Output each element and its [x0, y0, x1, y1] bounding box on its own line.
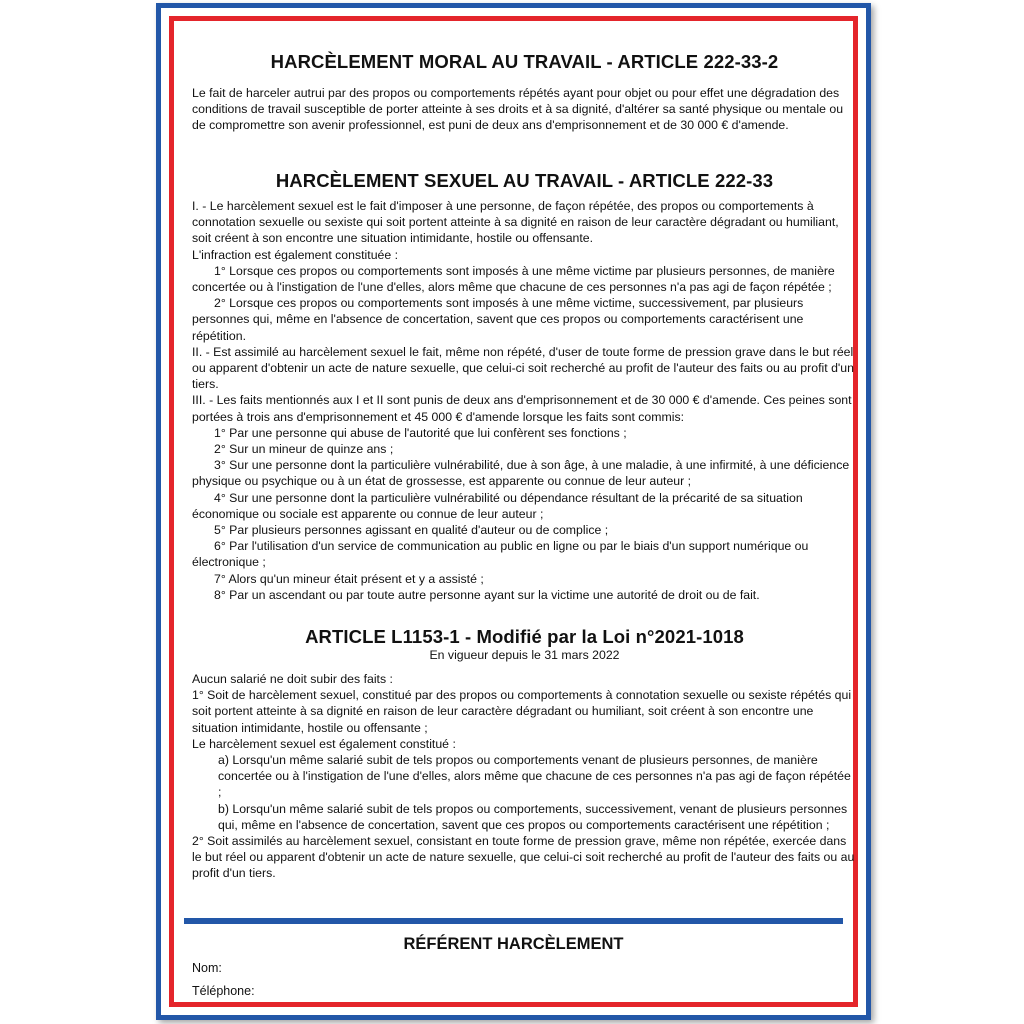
list-item: 1° Par une personne qui abuse de l'autorité que lui confèrent ses fonctions ; — [214, 425, 627, 440]
paragraph: II. - Est assimilé au harcèlement sexuel le fait, même non répété, d'user de toute forme de pression grave dans le but réel ou apparent d'obtenir un acte de nature sexuelle, que celui-ci soit recherché au profit de l'auteur des faits ou au profit d'un tiers. — [192, 344, 854, 392]
list-item: 2° Lorsque ces propos ou comportements sont imposés à une même victime, successivement, par plusieurs personnes qui, même en l'absence de concertation, savent que ces propos ou comportements caractérisent une répétition. — [192, 296, 804, 343]
paragraph: 2° Soit assimilés au harcèlement sexuel, consistant en toute forme de pression grave, même non répétée, exercée dans le but réel ou apparent d'obtenir un acte de nature sexuelle, que celui-ci soit recherché au profit de l'auteur des faits ou au profit d'un tiers. — [192, 834, 855, 881]
section-article-l1153-1 — [192, 626, 857, 882]
section-title: ARTICLE L1153-1 - Modifié par la Loi n°2021-1018 — [305, 626, 744, 647]
poster-frame — [156, 3, 871, 1020]
paragraph: III. - Les faits mentionnés aux I et II sont punis de deux ans d'emprisonnement et de 30 000 € d'amende. Ces peines sont portées à trois ans d'emprisonnement et 45 000 € d'amende lorsque les faits sont commis: — [192, 393, 852, 424]
list-item: 4° Sur une personne dont la particulière vulnérabilité ou dépendance résultant de la précarité de sa situation économique ou sociale est apparente ou connue de leur auteur ; — [192, 490, 803, 521]
section-title: HARCÈLEMENT MORAL AU TRAVAIL - ARTICLE 222-33-2 — [270, 51, 779, 72]
paragraph: 1° Soit de harcèlement sexuel, constitué par des propos ou comportements à connotation sexuelle ou sexiste répétés qui soit portent atteinte à sa dignité en raison de leur caractère dégradant ou humiliant, soit créent à son encontre une situation intimidante, hostile ou offensante ; — [192, 688, 852, 735]
section-harcelement-sexuel — [192, 170, 857, 603]
list-item: 3° Sur une personne dont la particulière vulnérabilité, due à son âge, à une maladie, à une infirmité, à une déficience physique ou psychique ou à un état de grossesse, est apparente ou connue de leur auteur ; — [192, 458, 850, 489]
referent-phone-label: Téléphone: — [192, 984, 255, 998]
separator-bar — [184, 918, 843, 924]
list-item: 7° Alors qu'un mineur était présent et y a assisté ; — [214, 571, 484, 586]
paragraph: I. - Le harcèlement sexuel est le fait d'imposer à une personne, de façon répétée, des propos ou comportements à connotation sexuelle ou sexiste qui soit portent atteinte à sa dignité en raison de leur caractère dégradant ou humiliant, soit créent à son encontre une situation intimidante, hostile ou offensante. — [192, 199, 839, 246]
referent-name-label: Nom: — [192, 961, 222, 975]
section-title: HARCÈLEMENT SEXUEL AU TRAVAIL - ARTICLE 222-33 — [275, 170, 774, 191]
frame-red-band — [169, 16, 858, 1007]
list-item: b) Lorsqu'un même salarié subit de tels propos ou comportements, successivement, venant de plusieurs personnes qui, même en l'absence de concertation, savent que ces propos ou comportements caractérisent une répétition ; — [218, 801, 848, 832]
referent-title: RÉFÉRENT HARCÈLEMENT — [403, 935, 624, 953]
paragraph: Le harcèlement sexuel est également constitué : — [192, 736, 456, 751]
list-item: 6° Par l'utilisation d'un service de communication au public en ligne ou par le biais d'un support numérique ou électronique ; — [192, 539, 809, 570]
list-item: a) Lorsqu'un même salarié subit de tels propos ou comportements venant de plusieurs personnes, de manière concertée ou à l'instigation de l'une d'elles, alors même que chacune de ces personnes n'a pas agi de façon répétée ; — [218, 753, 851, 800]
section-subtitle: En vigueur depuis le 31 mars 2022 — [429, 648, 620, 662]
poster-body — [174, 21, 853, 1002]
paragraph: Aucun salarié ne doit subir des faits : — [192, 672, 393, 686]
frame-white-band — [161, 8, 866, 1015]
list-item: 2° Sur un mineur de quinze ans ; — [214, 442, 394, 457]
paragraph: L'infraction est également constituée : — [192, 247, 399, 262]
list-item: 1° Lorsque ces propos ou comportements sont imposés à une même victime par plusieurs personnes, de manière concertée ou à l'instigation de l'une d'elles, alors même que chacune de ces personnes n'a pas agi de façon répétée ; — [192, 263, 835, 295]
paragraph: Le fait de harceler autrui par des propos ou comportements répétés ayant pour objet ou pour effet une dégradation des conditions de travail susceptible de porter atteinte à ses droits et à sa dignité, d'altérer sa santé physique ou mentale ou de compromettre son avenir professionnel, est puni de deux ans d'emprisonnement et de 30 000 € d'amende. — [192, 86, 844, 133]
list-item: 5° Par plusieurs personnes agissant en qualité d'auteur ou de complice ; — [214, 523, 609, 538]
list-item: 8° Par un ascendant ou par toute autre personne ayant sur la victime une autorité de droit ou de fait. — [214, 587, 760, 602]
section-harcelement-moral — [192, 51, 857, 134]
